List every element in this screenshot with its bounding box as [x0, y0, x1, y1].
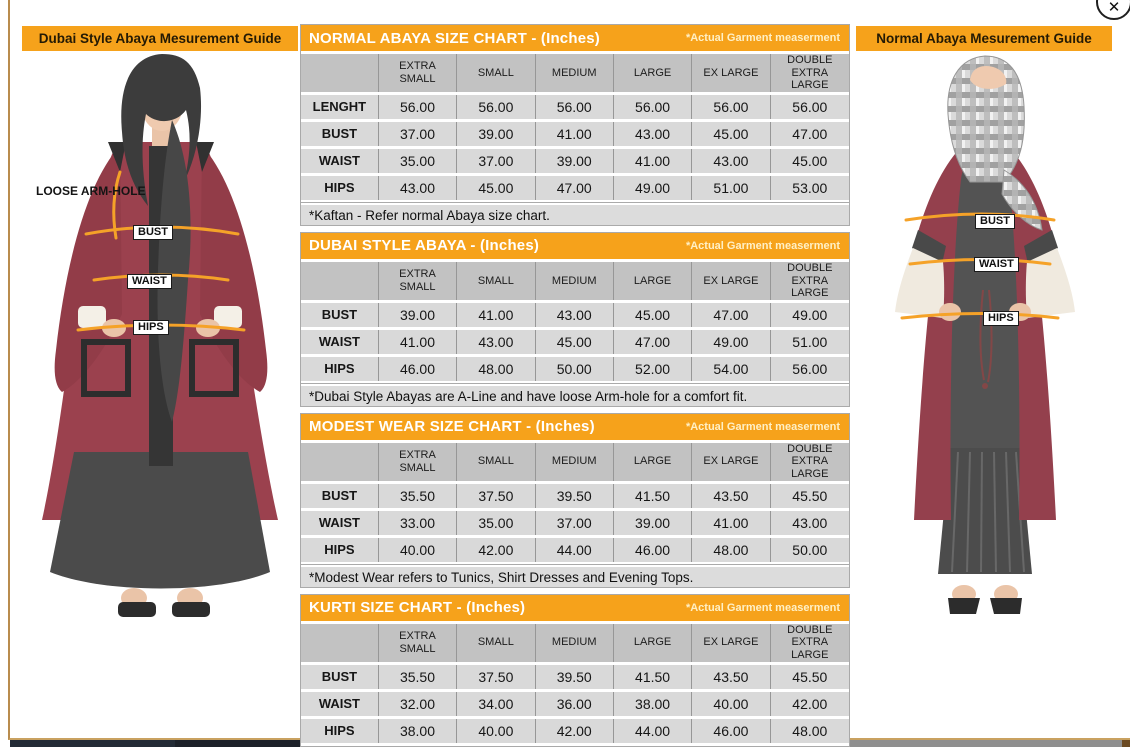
size-value-cell: 35.50 — [379, 665, 457, 689]
section-title: DUBAI STYLE ABAYA - (Inches) — [309, 237, 540, 255]
column-header: MEDIUM — [536, 262, 614, 300]
size-value-cell: 44.00 — [614, 719, 692, 743]
size-table — [301, 51, 849, 203]
size-value-cell: 43.00 — [536, 303, 614, 327]
loose-arm-hole-label: LOOSE ARM-HOLE — [36, 184, 146, 198]
size-value-cell: 56.00 — [536, 95, 614, 119]
table-row — [301, 330, 849, 354]
size-value-cell: 45.50 — [771, 484, 849, 508]
size-value-cell: 45.00 — [457, 176, 535, 200]
column-header: DOUBLE EXTRA LARGE — [771, 624, 849, 662]
table-row — [301, 303, 849, 327]
corner-cell — [301, 262, 379, 300]
table-row — [301, 538, 849, 562]
size-value-cell: 47.00 — [614, 330, 692, 354]
size-value-cell: 51.00 — [692, 176, 770, 200]
section-tag: *Actual Garment measerment — [685, 32, 840, 44]
size-value-cell: 38.00 — [379, 719, 457, 743]
section-header — [301, 595, 849, 621]
right-figure-image — [858, 50, 1112, 622]
table-header-row — [301, 624, 849, 662]
table-row — [301, 719, 849, 743]
column-header: LARGE — [614, 54, 692, 92]
hips-label: HIPS — [133, 320, 169, 335]
table-row — [301, 692, 849, 716]
size-value-cell: 43.00 — [692, 149, 770, 173]
size-value-cell: 36.00 — [536, 692, 614, 716]
size-value-cell: 46.00 — [379, 357, 457, 381]
column-header: LARGE — [614, 624, 692, 662]
section-note: *Modest Wear refers to Tunics, Shirt Dresses and Evening Tops. — [301, 565, 849, 587]
size-chart-section — [300, 232, 850, 407]
size-value-cell: 39.50 — [536, 484, 614, 508]
size-value-cell: 47.00 — [771, 122, 849, 146]
size-value-cell: 47.00 — [692, 303, 770, 327]
size-value-cell: 56.00 — [771, 95, 849, 119]
left-figure-image — [22, 50, 298, 630]
table-row — [301, 122, 849, 146]
size-value-cell: 41.50 — [614, 484, 692, 508]
column-header: EXTRA SMALL — [379, 624, 457, 662]
column-header: MEDIUM — [536, 443, 614, 481]
row-label: HIPS — [301, 719, 379, 743]
size-value-cell: 39.00 — [457, 122, 535, 146]
size-value-cell: 41.00 — [457, 303, 535, 327]
size-chart-section — [300, 594, 850, 747]
corner-cell — [301, 54, 379, 92]
bust-label: BUST — [133, 225, 173, 240]
size-value-cell: 40.00 — [379, 538, 457, 562]
size-value-cell: 37.00 — [536, 511, 614, 535]
hips-label: HIPS — [983, 311, 1019, 326]
size-chart-section — [300, 413, 850, 588]
section-title: NORMAL ABAYA SIZE CHART - (Inches) — [309, 29, 600, 47]
size-value-cell: 51.00 — [771, 330, 849, 354]
section-tag: *Actual Garment measerment — [685, 239, 840, 252]
column-header: MEDIUM — [536, 54, 614, 92]
size-value-cell: 41.50 — [614, 665, 692, 689]
corner-cell — [301, 624, 379, 662]
size-value-cell: 45.00 — [614, 303, 692, 327]
column-header: EXTRA SMALL — [379, 262, 457, 300]
column-header: EX LARGE — [692, 262, 770, 300]
size-value-cell: 53.00 — [771, 176, 849, 200]
dubai-abaya-illustration — [22, 50, 298, 630]
size-value-cell: 45.00 — [536, 330, 614, 354]
size-table — [301, 621, 849, 746]
column-header: DOUBLE EXTRA LARGE — [771, 54, 849, 92]
right-guide-title: Normal Abaya Mesurement Guide — [856, 26, 1112, 51]
section-header — [301, 414, 849, 440]
row-label: WAIST — [301, 149, 379, 173]
size-value-cell: 52.00 — [614, 357, 692, 381]
table-row — [301, 511, 849, 535]
size-value-cell: 56.00 — [457, 95, 535, 119]
size-chart-section — [300, 24, 850, 226]
size-value-cell: 42.00 — [771, 692, 849, 716]
size-value-cell: 39.00 — [379, 303, 457, 327]
row-label: BUST — [301, 665, 379, 689]
size-value-cell: 50.00 — [536, 357, 614, 381]
table-row — [301, 95, 849, 119]
close-icon: ✕ — [1107, 0, 1121, 16]
size-value-cell: 45.00 — [692, 122, 770, 146]
size-value-cell: 47.00 — [536, 176, 614, 200]
size-value-cell: 45.00 — [771, 149, 849, 173]
size-value-cell: 41.00 — [692, 511, 770, 535]
size-value-cell: 43.00 — [771, 511, 849, 535]
row-label: HIPS — [301, 357, 379, 381]
size-value-cell: 46.00 — [692, 719, 770, 743]
size-value-cell: 43.50 — [692, 484, 770, 508]
size-value-cell: 32.00 — [379, 692, 457, 716]
column-header: SMALL — [457, 624, 535, 662]
column-header: EXTRA SMALL — [379, 54, 457, 92]
size-table — [301, 440, 849, 565]
size-value-cell: 45.50 — [771, 665, 849, 689]
waist-label: WAIST — [974, 257, 1019, 272]
size-value-cell: 49.00 — [692, 330, 770, 354]
table-header-row — [301, 54, 849, 92]
size-value-cell: 56.00 — [614, 95, 692, 119]
size-charts-column — [300, 24, 850, 747]
size-value-cell: 39.00 — [614, 511, 692, 535]
size-value-cell: 37.00 — [379, 122, 457, 146]
row-label: BUST — [301, 484, 379, 508]
column-header: EX LARGE — [692, 54, 770, 92]
size-value-cell: 43.00 — [379, 176, 457, 200]
size-value-cell: 37.50 — [457, 484, 535, 508]
bust-label: BUST — [975, 214, 1015, 229]
size-value-cell: 44.00 — [536, 538, 614, 562]
section-title: MODEST WEAR SIZE CHART - (Inches) — [309, 418, 595, 436]
size-value-cell: 42.00 — [457, 538, 535, 562]
size-value-cell: 50.00 — [771, 538, 849, 562]
size-value-cell: 42.00 — [536, 719, 614, 743]
size-value-cell: 48.00 — [457, 357, 535, 381]
size-value-cell: 37.50 — [457, 665, 535, 689]
column-header: EX LARGE — [692, 443, 770, 481]
size-table — [301, 259, 849, 384]
size-value-cell: 48.00 — [692, 538, 770, 562]
size-value-cell: 40.00 — [457, 719, 535, 743]
size-value-cell: 35.00 — [379, 149, 457, 173]
size-value-cell: 56.00 — [692, 95, 770, 119]
section-header — [301, 25, 849, 51]
size-value-cell: 54.00 — [692, 357, 770, 381]
row-label: BUST — [301, 122, 379, 146]
table-header-row — [301, 443, 849, 481]
size-value-cell: 49.00 — [614, 176, 692, 200]
row-label: WAIST — [301, 692, 379, 716]
size-value-cell: 43.00 — [614, 122, 692, 146]
size-value-cell: 33.00 — [379, 511, 457, 535]
column-header: EX LARGE — [692, 624, 770, 662]
row-label: WAIST — [301, 511, 379, 535]
section-tag: *Actual Garment measerment — [685, 601, 840, 614]
size-value-cell: 34.00 — [457, 692, 535, 716]
table-header-row — [301, 262, 849, 300]
table-row — [301, 484, 849, 508]
row-label: LENGHT — [301, 95, 379, 119]
section-note: *Kaftan - Refer normal Abaya size chart. — [301, 203, 849, 225]
section-title: KURTI SIZE CHART - (Inches) — [309, 599, 526, 617]
size-value-cell: 38.00 — [614, 692, 692, 716]
column-header: DOUBLE EXTRA LARGE — [771, 262, 849, 300]
size-value-cell: 35.00 — [457, 511, 535, 535]
size-value-cell: 39.00 — [536, 149, 614, 173]
size-value-cell: 48.00 — [771, 719, 849, 743]
size-value-cell: 40.00 — [692, 692, 770, 716]
size-value-cell: 56.00 — [379, 95, 457, 119]
size-value-cell: 41.00 — [379, 330, 457, 354]
column-header: EXTRA SMALL — [379, 443, 457, 481]
normal-abaya-illustration — [858, 50, 1112, 622]
row-label: HIPS — [301, 176, 379, 200]
section-header — [301, 233, 849, 259]
size-value-cell: 49.00 — [771, 303, 849, 327]
size-value-cell: 41.00 — [614, 149, 692, 173]
row-label: BUST — [301, 303, 379, 327]
corner-cell — [301, 443, 379, 481]
column-header: SMALL — [457, 54, 535, 92]
size-value-cell: 56.00 — [771, 357, 849, 381]
table-row — [301, 665, 849, 689]
size-value-cell: 43.50 — [692, 665, 770, 689]
size-value-cell: 35.50 — [379, 484, 457, 508]
left-guide-title: Dubai Style Abaya Mesurement Guide — [22, 26, 298, 51]
section-tag: *Actual Garment measerment — [685, 420, 840, 433]
row-label: HIPS — [301, 538, 379, 562]
table-row — [301, 357, 849, 381]
size-value-cell: 46.00 — [614, 538, 692, 562]
table-row — [301, 176, 849, 200]
size-value-cell: 39.50 — [536, 665, 614, 689]
size-value-cell: 43.00 — [457, 330, 535, 354]
section-note: *Dubai Style Abayas are A-Line and have loose Arm-hole for a comfort fit. — [301, 384, 849, 406]
column-header: SMALL — [457, 262, 535, 300]
size-value-cell: 37.00 — [457, 149, 535, 173]
waist-label: WAIST — [127, 274, 172, 289]
size-value-cell: 41.00 — [536, 122, 614, 146]
column-header: MEDIUM — [536, 624, 614, 662]
column-header: SMALL — [457, 443, 535, 481]
table-row — [301, 149, 849, 173]
column-header: LARGE — [614, 443, 692, 481]
row-label: WAIST — [301, 330, 379, 354]
column-header: DOUBLE EXTRA LARGE — [771, 443, 849, 481]
column-header: LARGE — [614, 262, 692, 300]
